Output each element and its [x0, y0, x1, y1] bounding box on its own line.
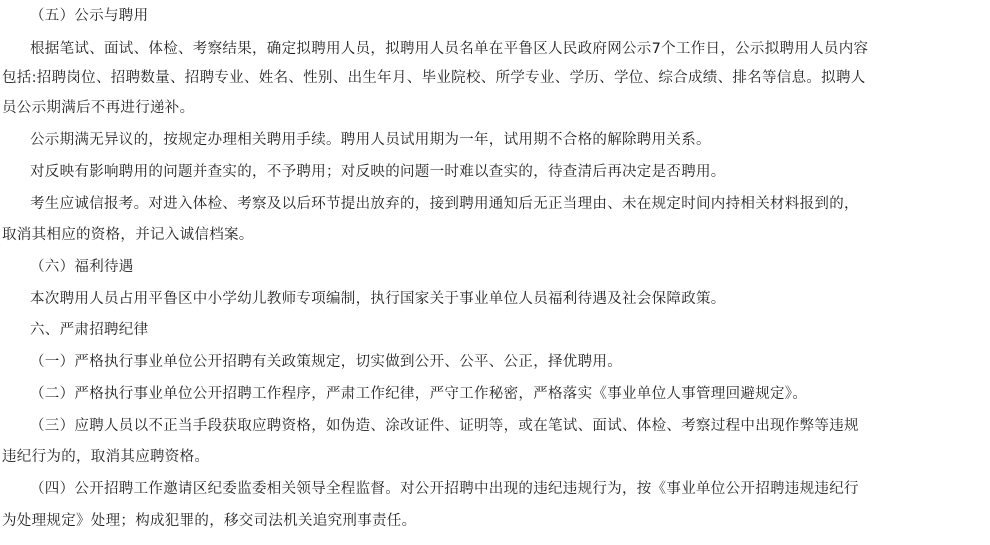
paragraph-4-line-1: 考生应诚信报考。对进入体检、考察及以后环节提出放弃的，接到聘用通知后无正当理由、未在规定时间内持相关材料报到的，	[30, 196, 859, 212]
paragraph-4-line-2: 取消其相应的资格，并记入诚信档案。	[2, 227, 254, 243]
part-6-heading: 六、严肃招聘纪律	[30, 322, 149, 338]
list-item-1: （一）严格执行事业单位公开招聘有关政策规定，切实做到公开、公平、公正，择优聘用。	[30, 354, 622, 370]
list-item-2: （二）严格执行事业单位公开招聘工作程序，严肃工作纪律，严守工作秘密，严格落实《事业单位人事管理回避规定》。	[30, 386, 808, 402]
list-item-3-line-1: （三）应聘人员以不正当手段获取应聘资格，如伪造、涂改证件、证明等，或在笔试、面试、体检、考察过程中出现作弊等违规	[30, 418, 859, 434]
list-item-4-line-1: （四）公开招聘工作邀请区纪委监委相关领导全程监督。对公开招聘中出现的违纪违规行为，按《事业单位公开招聘违规违纪行	[30, 481, 859, 497]
list-item-4-line-2: 为处理规定》处理；构成犯罪的，移交司法机关追究刑事责任。	[2, 513, 417, 529]
section-6-heading: （六）福利待遇	[30, 259, 134, 275]
paragraph-3: 对反映有影响聘用的问题并查实的，不予聘用；对反映的问题一时难以查实的，待查清后再决定是否聘用。	[30, 164, 726, 180]
paragraph-5: 本次聘用人员占用平鲁区中小学幼儿教师专项编制，执行国家关于事业单位人员福利待遇及社会保障政策。	[30, 291, 726, 307]
section-5-heading: （五）公示与聘用	[30, 8, 149, 24]
paragraph-1-line-2: 包括:招聘岗位、招聘数量、招聘专业、姓名、性别、出生年月、毕业院校、所学专业、学历、学位、综合成绩、排名等信息。拟聘人	[2, 70, 866, 86]
list-item-3-line-2: 违纪行为的，取消其应聘资格。	[2, 449, 210, 465]
paragraph-1-line-1: 根据笔试、面试、体检、考察结果，确定拟聘用人员，拟聘用人员名单在平鲁区人民政府网公示7个工作日，公示拟聘用人员内容	[30, 41, 869, 57]
paragraph-1-line-3: 员公示期满后不再进行递补。	[2, 100, 195, 116]
paragraph-2: 公示期满无异议的，按规定办理相关聘用手续。聘用人员试用期为一年，试用期不合格的解除聘用关系。	[30, 132, 711, 148]
